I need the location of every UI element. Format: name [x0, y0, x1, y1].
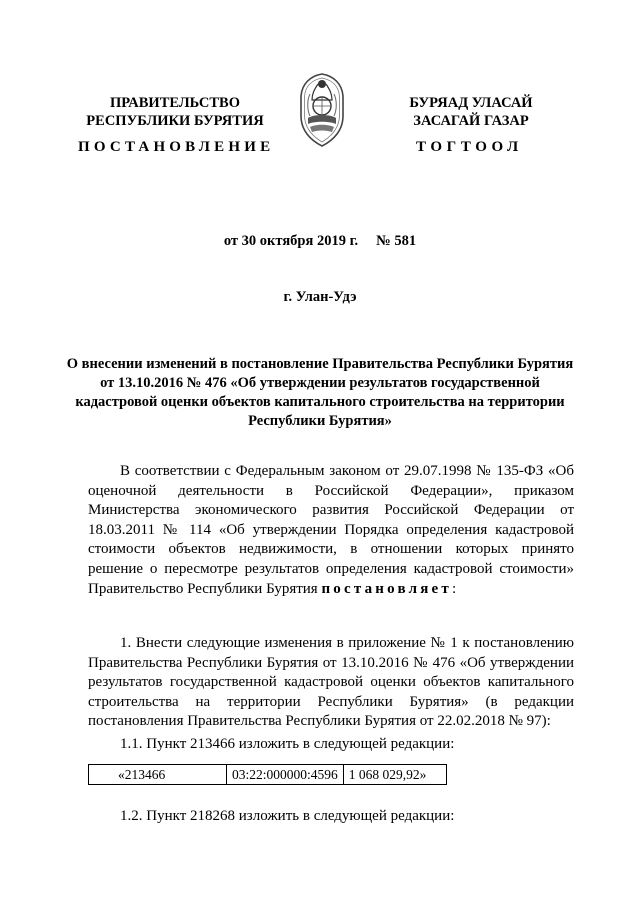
government-line-2: РЕСПУБЛИКИ БУРЯТИЯ — [86, 113, 264, 129]
document-date: от 30 октября 2019 г. — [223, 233, 359, 249]
cadastral-value-cell: 1 068 029,92» — [343, 765, 446, 785]
government-name-ru — [60, 94, 290, 130]
item-1-2-paragraph: 1.2. Пункт 218268 изложить в следующей редакции: — [120, 808, 455, 824]
table-row — [89, 765, 447, 785]
government-line-1-bua: БУРЯАД УЛАСАЙ — [409, 95, 533, 111]
government-line-1: ПРАВИТЕЛЬСТВО — [110, 95, 240, 111]
government-name-bua — [356, 94, 586, 130]
government-line-2-bua: ЗАСАГАЙ ГАЗАР — [413, 113, 529, 129]
document-type-bua: ТОГТООЛ — [416, 139, 523, 155]
document-date-line — [0, 233, 640, 250]
document-number: № 581 — [376, 233, 417, 249]
cadastral-number-cell: 03:22:000000:4596 — [227, 765, 344, 785]
preamble-text: В соответствии с Федеральным законом от 29.07.1998 № 135-ФЗ «Об оценочной деятельности в Российской Федерации», приказом Министерства экономического развития Российской Федерации от 18.03.2011 № 114 «Об утверждении Порядка определения кадастровой стоимости объектов недвижимости, в отношении которых принято решение о пересмотре результатов определения кадастровой стоимости» Правительство Республики Бурятия — [88, 463, 574, 597]
document-subject: О внесении изменений в постановление Правительства Республики Бурятия от 13.10.2016 № 476 «Об утверждении результатов государственной кадастровой оценки объектов капитального строительства на территории Республики Бурятия» — [66, 356, 574, 429]
item-1-paragraph — [88, 634, 574, 732]
buryatia-coat-of-arms-icon — [296, 72, 348, 148]
document-type-ru: ПОСТАНОВЛЕНИЕ — [78, 139, 275, 155]
decree-suffix: : — [451, 580, 457, 597]
document-city: г. Улан-Удэ — [283, 289, 357, 305]
point-number-cell: «213466 — [89, 765, 227, 785]
point-213466-table — [88, 764, 447, 785]
item-1-text: 1. Внести следующие изменения в приложение № 1 к постановлению Правительства Республики Бурятия от 13.10.2016 № 476 «Об утверждении результатов государственной кадастровой оценки объектов капитального строительства на территории Республики Бурятия» (в редакции постановления Правительства Республики Бурятия от 22.02.2018 № 97): — [88, 635, 574, 730]
preamble-paragraph — [88, 462, 574, 599]
item-1-1-paragraph: 1.1. Пункт 213466 изложить в следующей редакции: — [120, 736, 455, 752]
decree-word: постановляет — [321, 580, 452, 597]
